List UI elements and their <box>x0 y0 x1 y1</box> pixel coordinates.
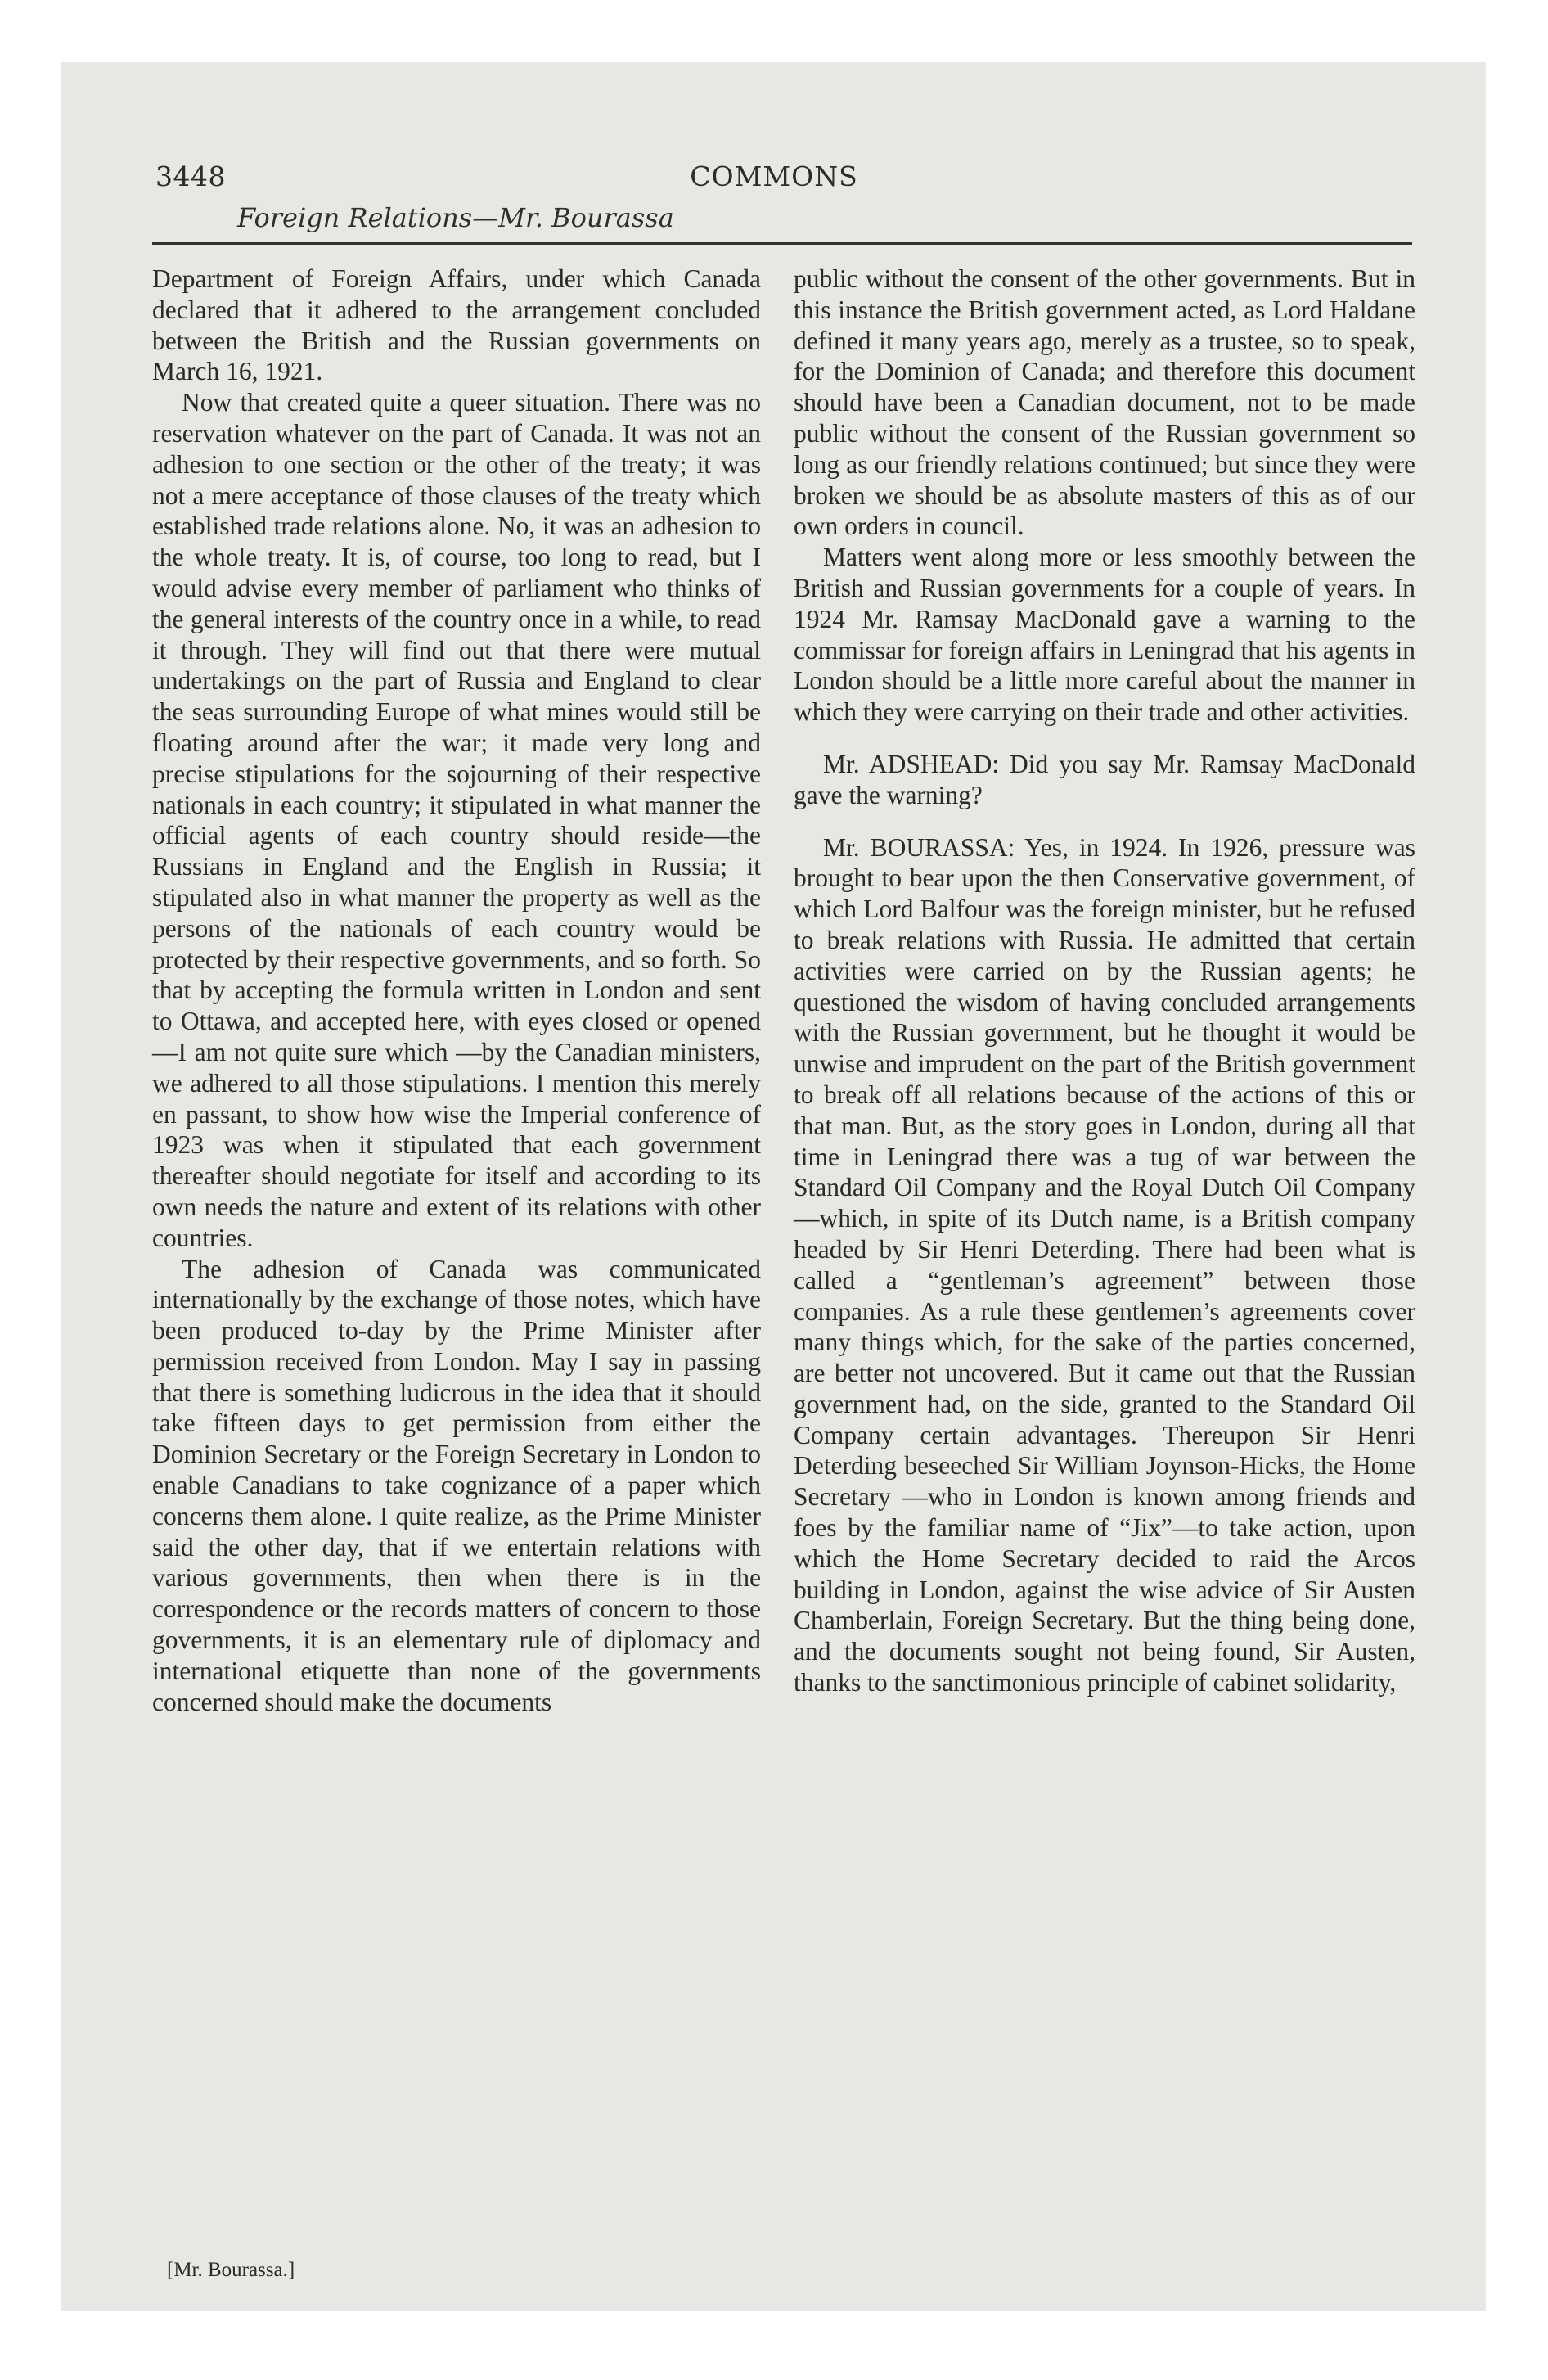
header-rule <box>152 242 1412 245</box>
left-paragraph-1: Department of Foreign Affairs, under which Canada declared that it adhered to the arrangement concluded between the British and the Russian governments on March 16, 1921. <box>152 264 761 386</box>
left-paragraph-3: The adhesion of Canada was communicated internationally by the exchange of those notes, which have been produced to-day by the Prime Minister after permission received from London. May I say in passing that there is something ludicrous in the idea that it should take fifteen days to get permission from either the Dominion Secretary or the Foreign Secretary in London to enable Canadians to take cognizance of a paper which concerns them alone. I quite realize, as the Prime Minister said the other day, that if we entertain relations with various governments, then when there is in the correspondence or the records matters of concern to those governments, it is an elementary rule of diplomacy and international etiquette than none of the governments concerned should make the documents <box>152 1254 761 1716</box>
page-number: 3448 <box>155 160 226 192</box>
right-paragraph-4: Mr. BOURASSA: Yes, in 1924. In 1926, pressure was brought to bear upon the then Conservative government, of which Lord Balfour was the foreign minister, but he refused to break relations with Russia. He admitted that certain activities were carried on by the Russian agents; he questioned the wisdom of having concluded arrangements with the Russian government, but he thought it would be unwise and imprudent on the part of the British government to break off all relations because of the actions of this or that man. But, as the story goes in London, during all that time in Leningrad there was a tug of war between the Standard Oil Company and the Royal Dutch Oil Company —which, in spite of its Dutch name, is a British company headed by Sir Henri Deterding. There had been what is called a “gentleman’s agreement” between those companies. As a rule these gentlemen’s agreements cover many things which, for the sake of the parties concerned, are better not uncovered. But it came out that the Russian government had, on the side, granted to the Standard Oil Company certain advantages. Thereupon Sir Henri Deterding beseeched Sir William Joynson-Hicks, the Home Secretary —who in London is known among friends and foes by the familiar name of “Jix”—to take action, upon which the Home Secretary decided to raid the Arcos building in London, against the wise advice of Sir Austen Chamberlain, Foreign Secretary. But the thing being done, and the documents sought not being found, Sir Austen, thanks to the sanctimonious principle of cabinet solidarity, <box>794 832 1415 1697</box>
subject-heading: Foreign Relations—Mr. Bourassa <box>237 202 674 233</box>
right-paragraph-3: Mr. ADSHEAD: Did you say Mr. Ramsay MacDonald gave the warning? <box>794 749 1415 809</box>
left-column <box>152 264 761 1717</box>
right-column <box>794 264 1415 1698</box>
running-head: COMMONS <box>690 160 858 192</box>
speaker-footnote: [Mr. Bourassa.] <box>167 2259 295 2281</box>
left-paragraph-2: Now that created quite a queer situation. There was no reservation whatever on the part of Canada. It was not an adhesion to one section or the other of the treaty; it was not a mere acceptance of those clauses of the treaty which established trade relations alone. No, it was an adhesion to the whole treaty. It is, of course, too long to read, but I would advise every member of parliament who thinks of the general interests of the country once in a while, to read it through. They will find out that there were mutual undertakings on the part of Russia and England to clear the seas surrounding Europe of what mines would still be floating around after the war; it made very long and precise stipulations for the sojourning of their respective nationals in each country; it stipulated in what manner the official agents of each country should reside—the Russians in England and the English in Russia; it stipulated also in what manner the property as well as the persons of the nationals of each country would be protected by their respective governments, and so forth. So that by accepting the formula written in London and sent to Ottawa, and accepted here, with eyes closed or opened—I am not quite sure which —by the Canadian ministers, we adhered to all those stipulations. I mention this merely en passant, to show how wise the Imperial conference of 1923 was when it stipulated that each government thereafter should negotiate for itself and according to its own needs the nature and extent of its relations with other countries. <box>152 388 761 1252</box>
right-paragraph-1: public without the consent of the other governments. But in this instance the British government acted, as Lord Haldane defined it many years ago, merely as a trustee, so to speak, for the Dominion of Canada; and therefore this document should have been a Canadian document, not to be made public without the consent of the Russian government so long as our friendly relations continued; but since they were broken we should be as absolute masters of this as of our own orders in council. <box>794 264 1415 541</box>
right-paragraph-2: Matters went along more or less smoothly between the British and Russian governments for a couple of years. In 1924 Mr. Ramsay MacDonald gave a warning to the commissar for foreign affairs in Leningrad that his agents in London should be a little more careful about the manner in which they were carrying on their trade and other activities. <box>794 543 1415 727</box>
